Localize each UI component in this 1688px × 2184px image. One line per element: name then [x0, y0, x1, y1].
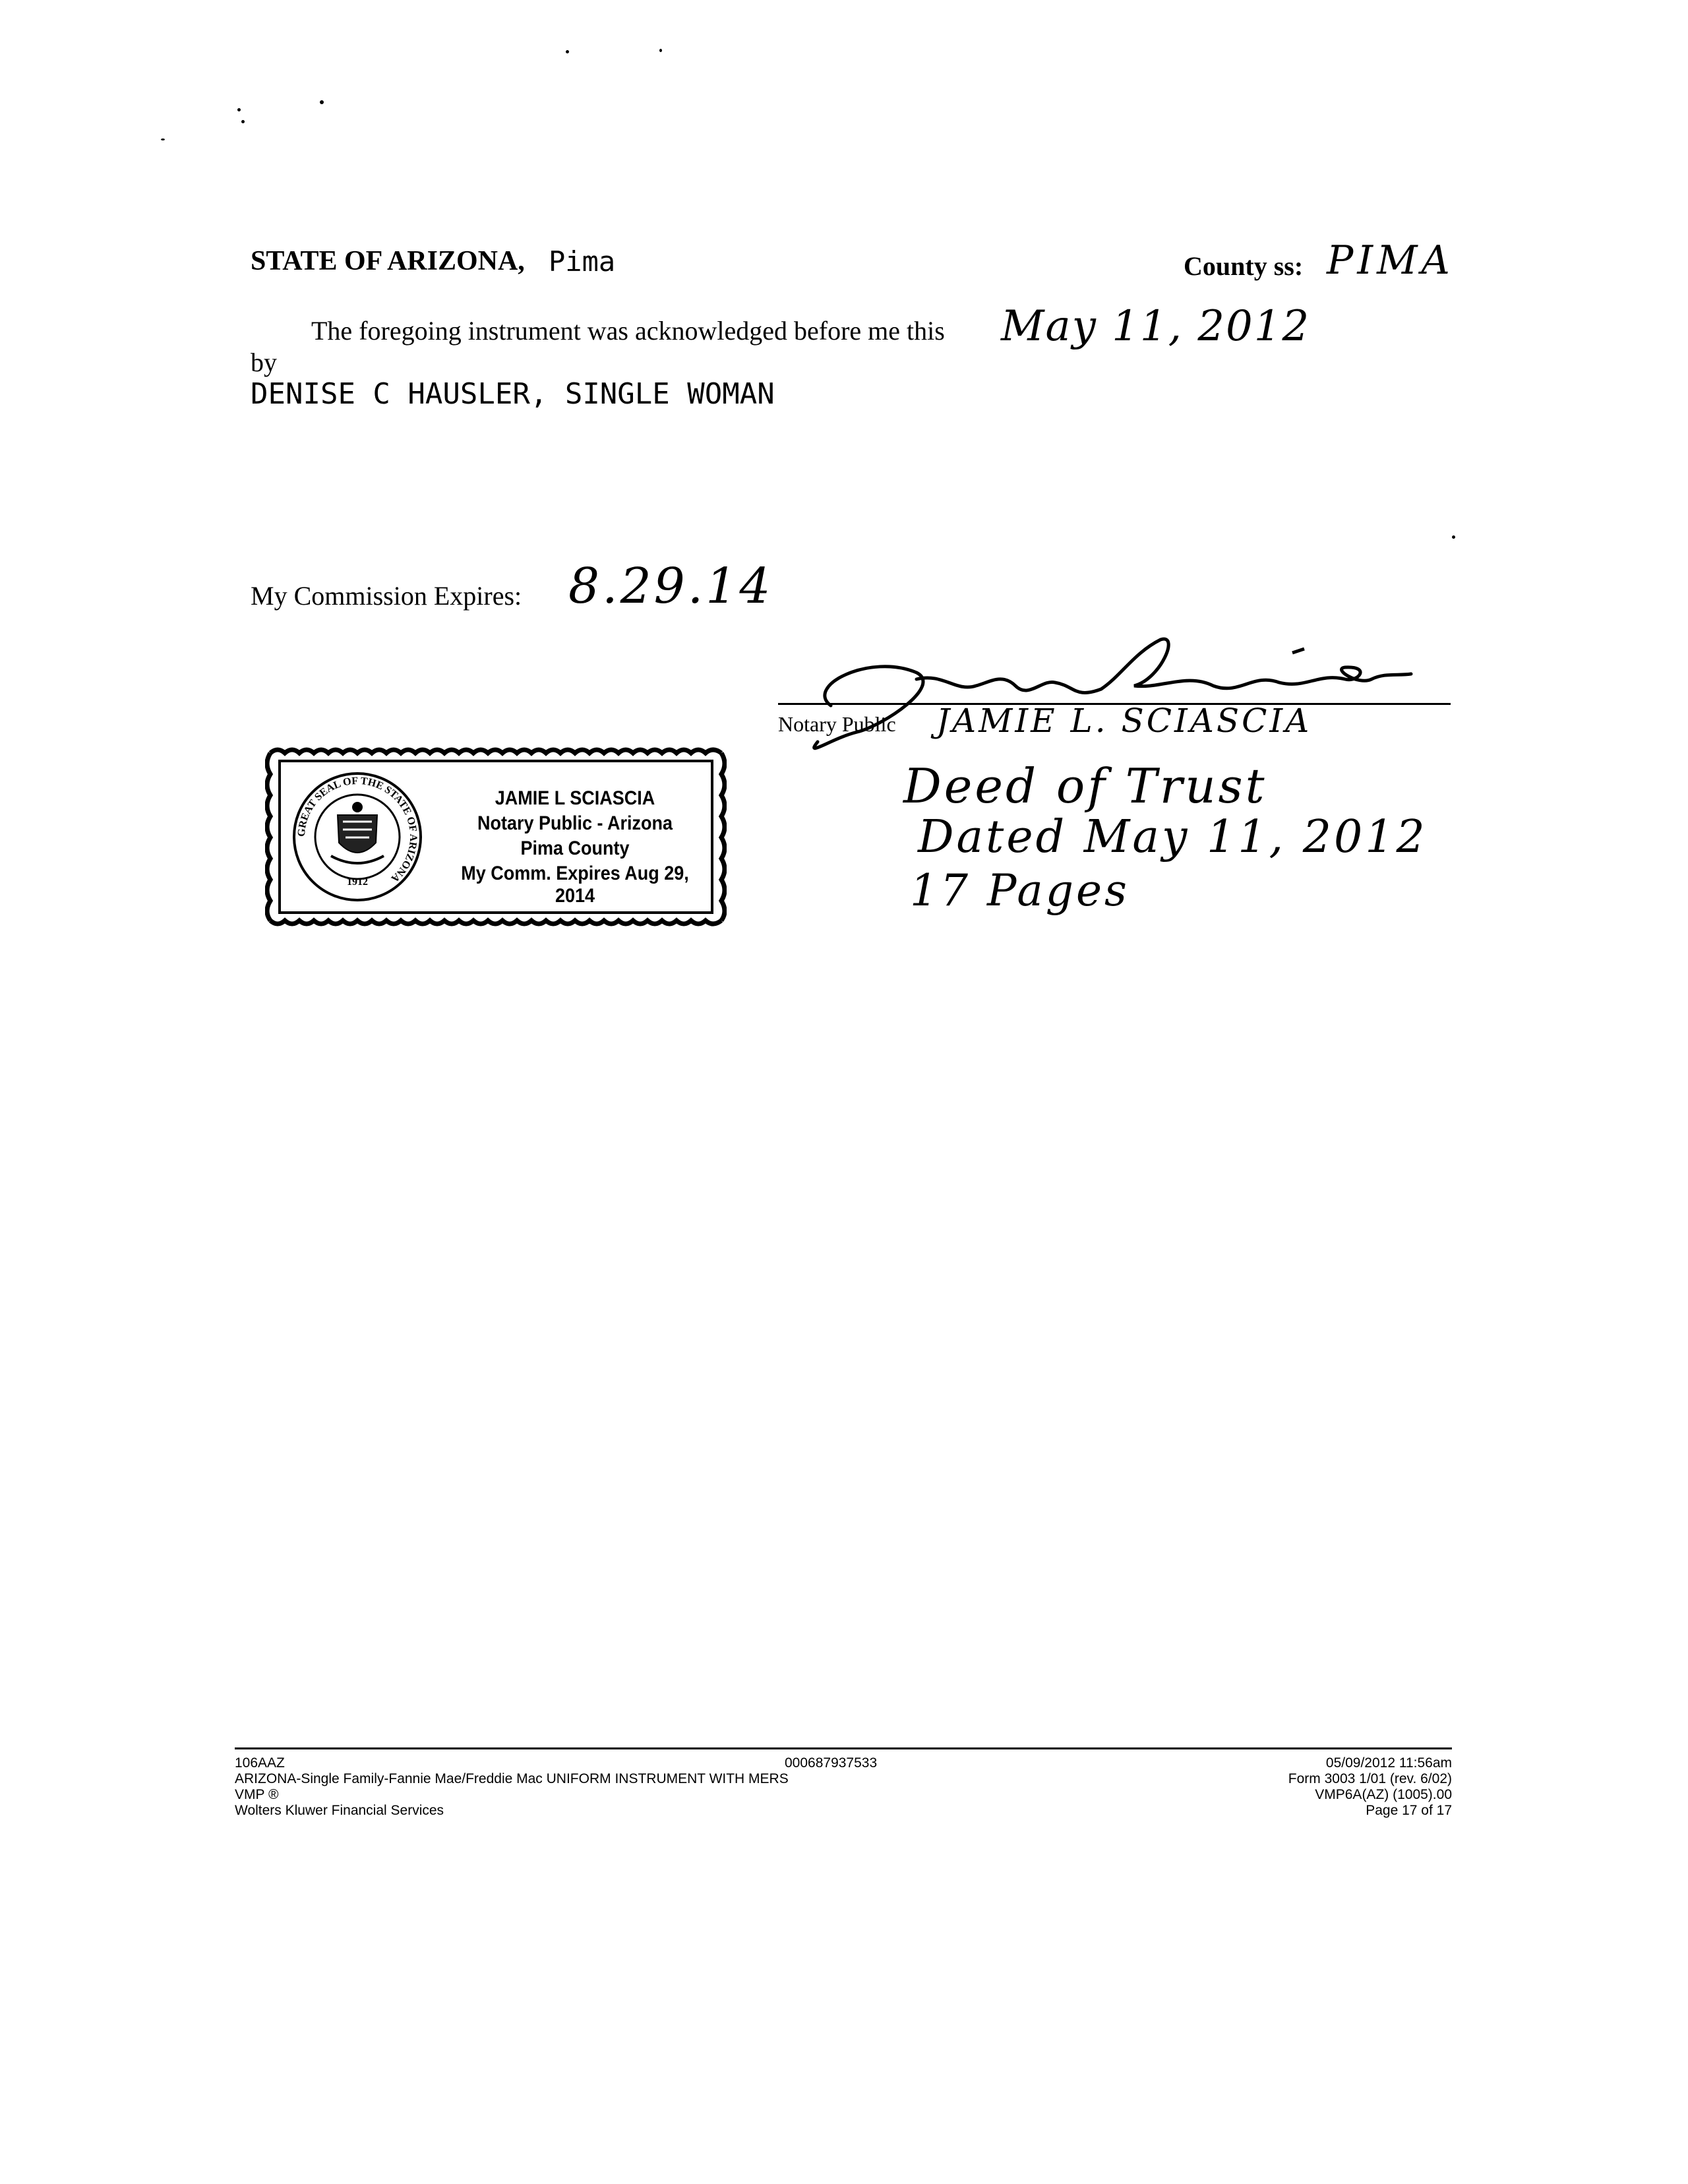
seal-year: 1912	[347, 876, 368, 888]
county-label: County ss:	[1184, 251, 1304, 281]
note-deed-of-trust: Deed of Trust	[903, 758, 1267, 814]
footer-vmp: VMP ®	[235, 1787, 279, 1802]
footer-right	[1121, 1755, 1452, 1819]
state-label: STATE OF ARIZONA,	[251, 246, 525, 276]
notary-name-handwritten: JAMIE L. SCIASCIA	[936, 702, 1312, 740]
commission-date-handwritten: 8.29.14	[568, 558, 773, 615]
stamp-title: Notary Public - Arizona	[477, 812, 673, 834]
footer-left	[235, 1755, 789, 1819]
footer-vmp-code: VMP6A(AZ) (1005).00	[1315, 1787, 1452, 1802]
note-page-count: 17 Pages	[910, 865, 1130, 916]
footer-publisher: Wolters Kluwer Financial Services	[235, 1803, 444, 1818]
scan-speck	[320, 100, 324, 104]
scan-speck	[241, 120, 245, 123]
county-handwritten: PIMA	[1327, 237, 1454, 284]
footer-loan-number: 000687937533	[785, 1755, 878, 1771]
scan-speck	[659, 49, 662, 52]
footer-form-number: Form 3003 1/01 (rev. 6/02)	[1288, 1771, 1452, 1786]
county-typed: Pima	[549, 245, 616, 278]
footer-rule	[235, 1747, 1452, 1749]
footer-timestamp: 05/09/2012 11:56am	[1325, 1755, 1452, 1771]
stamp-expiration: My Comm. Expires Aug 29, 2014	[461, 863, 689, 907]
by-label: by	[251, 348, 277, 377]
scan-speck	[237, 108, 241, 111]
signer-name: DENISE C HAUSLER, SINGLE WOMAN	[251, 377, 775, 411]
footer-page-number: Page 17 of 17	[1366, 1803, 1452, 1818]
footer-form-code: 106AAZ	[235, 1755, 285, 1771]
stamp-county: Pima County	[520, 837, 630, 859]
commission-label: My Commission Expires:	[251, 581, 522, 611]
scan-speck	[566, 50, 569, 53]
footer-instrument-title: ARIZONA-Single Family-Fannie Mae/Freddie Mac UNIFORM INSTRUMENT WITH MERS	[235, 1771, 789, 1786]
notary-stamp	[265, 744, 727, 930]
acknowledgment-date-handwritten: May 11, 2012	[1001, 302, 1311, 351]
notary-public-label: Notary Public	[778, 712, 896, 736]
note-dated: Dated May 11, 2012	[918, 811, 1428, 863]
acknowledgment-text: The foregoing instrument was acknowledged before me this	[311, 316, 945, 346]
seal-ring-text: GREAT SEAL OF THE STATE OF ARIZONA	[295, 775, 419, 884]
scan-speck	[161, 138, 165, 140]
stamp-notary-name: JAMIE L SCIASCIA	[495, 787, 655, 809]
scan-speck	[1452, 535, 1455, 539]
